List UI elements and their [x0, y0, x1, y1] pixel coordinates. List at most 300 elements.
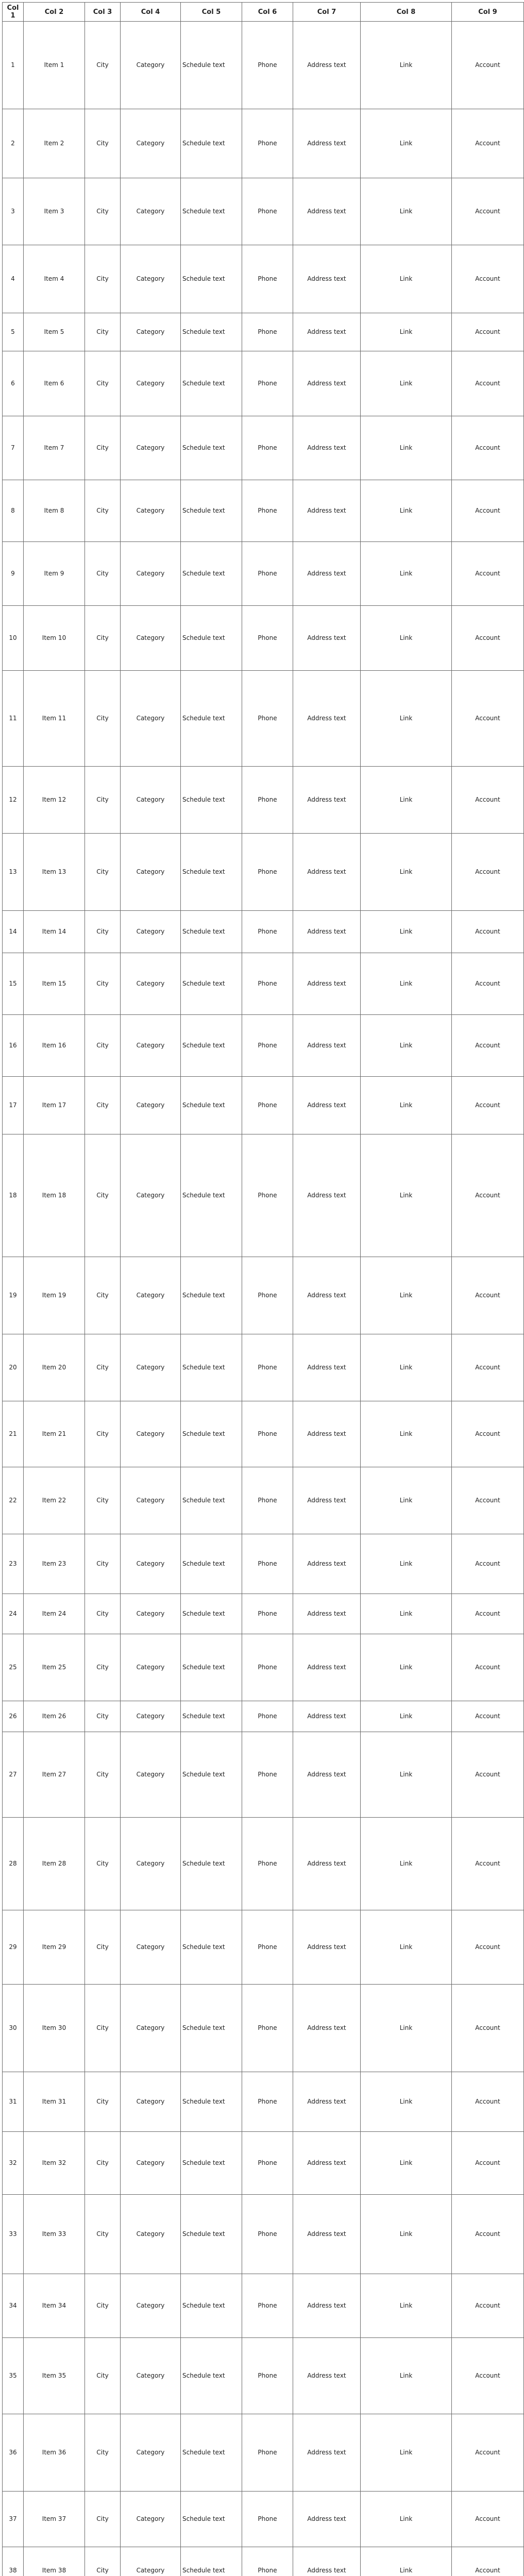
type-cell: Category	[121, 953, 181, 1015]
type-cell: Category	[121, 2274, 181, 2338]
website-cell[interactable]: Link	[361, 1077, 452, 1134]
phone-cell: Phone	[242, 834, 293, 911]
phone-cell: Phone	[242, 1701, 293, 1732]
address-cell: Address text	[293, 1077, 361, 1134]
row-number: 14	[3, 911, 24, 953]
city-cell: City	[85, 1334, 121, 1401]
phone-cell: Phone	[242, 351, 293, 416]
phone-cell: Phone	[242, 1257, 293, 1334]
name-cell: Item 38	[24, 2547, 85, 2576]
city-cell: City	[85, 953, 121, 1015]
address-cell: Address text	[293, 1257, 361, 1334]
address-cell: Address text	[293, 671, 361, 767]
city-cell: City	[85, 1534, 121, 1594]
phone-cell: Phone	[242, 480, 293, 542]
type-cell: Category	[121, 671, 181, 767]
hours-cell: Schedule text	[181, 1015, 242, 1077]
name-cell: Item 6	[24, 351, 85, 416]
hours-cell: Schedule text	[181, 1910, 242, 1985]
table-row	[3, 480, 524, 542]
name-cell: Item 32	[24, 2132, 85, 2195]
phone-cell: Phone	[242, 2547, 293, 2576]
phone-cell: Phone	[242, 1134, 293, 1257]
type-cell: Category	[121, 1732, 181, 1818]
phone-cell: Phone	[242, 911, 293, 953]
phone-cell: Phone	[242, 1077, 293, 1134]
row-number: 34	[3, 2274, 24, 2338]
website-cell[interactable]: Link	[361, 834, 452, 911]
hours-cell: Schedule text	[181, 671, 242, 767]
account-cell: Account	[452, 416, 524, 480]
phone-cell: Phone	[242, 606, 293, 671]
hours-cell: Schedule text	[181, 351, 242, 416]
account-cell: Account	[452, 480, 524, 542]
type-cell: Category	[121, 313, 181, 351]
website-cell[interactable]: Link	[361, 1701, 452, 1732]
row-number: 18	[3, 1134, 24, 1257]
name-cell: Item 25	[24, 1634, 85, 1701]
table-row	[3, 2547, 524, 2576]
name-cell: Item 16	[24, 1015, 85, 1077]
city-cell: City	[85, 2338, 121, 2414]
address-cell: Address text	[293, 313, 361, 351]
row-number: 4	[3, 245, 24, 313]
name-cell: Item 18	[24, 1134, 85, 1257]
name-cell: Item 30	[24, 1985, 85, 2072]
account-cell: Account	[452, 245, 524, 313]
name-cell: Item 11	[24, 671, 85, 767]
directory-sheet	[2, 2, 500, 2576]
account-cell: Account	[452, 606, 524, 671]
city-cell: City	[85, 2132, 121, 2195]
hours-cell: Schedule text	[181, 834, 242, 911]
website-cell[interactable]: Link	[361, 351, 452, 416]
account-cell: Account	[452, 1077, 524, 1134]
row-number: 38	[3, 2547, 24, 2576]
account-cell: Account	[452, 351, 524, 416]
row-number: 37	[3, 2492, 24, 2547]
hours-cell: Schedule text	[181, 1985, 242, 2072]
type-cell: Category	[121, 834, 181, 911]
type-cell: Category	[121, 109, 181, 178]
type-cell: Category	[121, 1634, 181, 1701]
phone-cell: Phone	[242, 2072, 293, 2132]
hours-cell: Schedule text	[181, 1818, 242, 1910]
row-number: 28	[3, 1818, 24, 1910]
website-cell[interactable]: Link	[361, 1985, 452, 2072]
account-cell: Account	[452, 22, 524, 109]
account-cell: Account	[452, 1594, 524, 1634]
address-cell: Address text	[293, 834, 361, 911]
city-cell: City	[85, 671, 121, 767]
row-number: 10	[3, 606, 24, 671]
type-cell: Category	[121, 1077, 181, 1134]
website-cell[interactable]: Link	[361, 1594, 452, 1634]
type-cell: Category	[121, 2072, 181, 2132]
website-cell[interactable]: Link	[361, 416, 452, 480]
name-cell: Item 10	[24, 606, 85, 671]
name-cell: Item 9	[24, 542, 85, 606]
website-cell[interactable]: Link	[361, 2492, 452, 2547]
website-cell[interactable]: Link	[361, 480, 452, 542]
website-cell[interactable]: Link	[361, 1634, 452, 1701]
phone-cell: Phone	[242, 2274, 293, 2338]
phone-cell: Phone	[242, 2132, 293, 2195]
website-cell[interactable]: Link	[361, 1257, 452, 1334]
type-cell: Category	[121, 1015, 181, 1077]
account-cell: Account	[452, 1985, 524, 2072]
row-number: 15	[3, 953, 24, 1015]
address-cell: Address text	[293, 1534, 361, 1594]
phone-cell: Phone	[242, 1818, 293, 1910]
phone-cell: Phone	[242, 953, 293, 1015]
account-cell: Account	[452, 1467, 524, 1534]
table-row	[3, 606, 524, 671]
hours-cell: Schedule text	[181, 22, 242, 109]
hours-cell: Schedule text	[181, 911, 242, 953]
table-row	[3, 2414, 524, 2492]
table-row	[3, 313, 524, 351]
col-header-4: Col 4	[121, 3, 181, 22]
type-cell: Category	[121, 1134, 181, 1257]
hours-cell: Schedule text	[181, 1701, 242, 1732]
address-cell: Address text	[293, 2274, 361, 2338]
type-cell: Category	[121, 542, 181, 606]
phone-cell: Phone	[242, 22, 293, 109]
account-cell: Account	[452, 1401, 524, 1467]
hours-cell: Schedule text	[181, 606, 242, 671]
name-cell: Item 8	[24, 480, 85, 542]
row-number: 30	[3, 1985, 24, 2072]
table-row	[3, 2195, 524, 2274]
name-cell: Item 31	[24, 2072, 85, 2132]
hours-cell: Schedule text	[181, 2274, 242, 2338]
city-cell: City	[85, 1818, 121, 1910]
city-cell: City	[85, 109, 121, 178]
hours-cell: Schedule text	[181, 542, 242, 606]
city-cell: City	[85, 1401, 121, 1467]
table-row	[3, 2072, 524, 2132]
type-cell: Category	[121, 1910, 181, 1985]
hours-cell: Schedule text	[181, 313, 242, 351]
website-cell[interactable]: Link	[361, 2132, 452, 2195]
hours-cell: Schedule text	[181, 109, 242, 178]
phone-cell: Phone	[242, 767, 293, 834]
table-row	[3, 1134, 524, 1257]
account-cell: Account	[452, 1257, 524, 1334]
city-cell: City	[85, 2414, 121, 2492]
name-cell: Item 23	[24, 1534, 85, 1594]
website-cell[interactable]: Link	[361, 1818, 452, 1910]
address-cell: Address text	[293, 178, 361, 245]
hours-cell: Schedule text	[181, 2072, 242, 2132]
hours-cell: Schedule text	[181, 2547, 242, 2576]
row-number: 19	[3, 1257, 24, 1334]
type-cell: Category	[121, 767, 181, 834]
city-cell: City	[85, 1985, 121, 2072]
table-row	[3, 1401, 524, 1467]
name-cell: Item 37	[24, 2492, 85, 2547]
table-body	[3, 22, 524, 2576]
address-cell: Address text	[293, 1818, 361, 1910]
website-cell[interactable]: Link	[361, 245, 452, 313]
website-cell[interactable]: Link	[361, 178, 452, 245]
city-cell: City	[85, 1134, 121, 1257]
table-row	[3, 953, 524, 1015]
name-cell: Item 19	[24, 1257, 85, 1334]
col-header-1: Col 1	[3, 3, 24, 22]
address-cell: Address text	[293, 2492, 361, 2547]
hours-cell: Schedule text	[181, 245, 242, 313]
website-cell[interactable]: Link	[361, 911, 452, 953]
table-row	[3, 1534, 524, 1594]
website-cell[interactable]: Link	[361, 953, 452, 1015]
name-cell: Item 20	[24, 1334, 85, 1401]
city-cell: City	[85, 178, 121, 245]
address-cell: Address text	[293, 480, 361, 542]
type-cell: Category	[121, 2492, 181, 2547]
type-cell: Category	[121, 1334, 181, 1401]
name-cell: Item 15	[24, 953, 85, 1015]
table-header-row	[3, 3, 524, 22]
city-cell: City	[85, 1732, 121, 1818]
address-cell: Address text	[293, 109, 361, 178]
website-cell[interactable]: Link	[361, 2072, 452, 2132]
account-cell: Account	[452, 2414, 524, 2492]
phone-cell: Phone	[242, 1594, 293, 1634]
website-cell[interactable]: Link	[361, 1334, 452, 1401]
hours-cell: Schedule text	[181, 1634, 242, 1701]
table-row	[3, 1257, 524, 1334]
account-cell: Account	[452, 313, 524, 351]
account-cell: Account	[452, 178, 524, 245]
row-number: 24	[3, 1594, 24, 1634]
type-cell: Category	[121, 2338, 181, 2414]
name-cell: Item 5	[24, 313, 85, 351]
table-row	[3, 1910, 524, 1985]
type-cell: Category	[121, 1701, 181, 1732]
hours-cell: Schedule text	[181, 2338, 242, 2414]
account-cell: Account	[452, 1701, 524, 1732]
account-cell: Account	[452, 2492, 524, 2547]
phone-cell: Phone	[242, 178, 293, 245]
type-cell: Category	[121, 1401, 181, 1467]
website-cell[interactable]: Link	[361, 313, 452, 351]
hours-cell: Schedule text	[181, 1594, 242, 1634]
phone-cell: Phone	[242, 1910, 293, 1985]
address-cell: Address text	[293, 1015, 361, 1077]
account-cell: Account	[452, 911, 524, 953]
city-cell: City	[85, 1701, 121, 1732]
website-cell[interactable]: Link	[361, 1015, 452, 1077]
website-cell[interactable]: Link	[361, 22, 452, 109]
address-cell: Address text	[293, 22, 361, 109]
city-cell: City	[85, 416, 121, 480]
name-cell: Item 3	[24, 178, 85, 245]
website-cell[interactable]: Link	[361, 1467, 452, 1534]
account-cell: Account	[452, 1534, 524, 1594]
row-number: 22	[3, 1467, 24, 1534]
row-number: 11	[3, 671, 24, 767]
address-cell: Address text	[293, 767, 361, 834]
table-row	[3, 834, 524, 911]
table-row	[3, 1015, 524, 1077]
type-cell: Category	[121, 2132, 181, 2195]
row-number: 12	[3, 767, 24, 834]
city-cell: City	[85, 2274, 121, 2338]
row-number: 13	[3, 834, 24, 911]
type-cell: Category	[121, 2547, 181, 2576]
name-cell: Item 26	[24, 1701, 85, 1732]
website-cell[interactable]: Link	[361, 109, 452, 178]
type-cell: Category	[121, 178, 181, 245]
website-cell[interactable]: Link	[361, 1534, 452, 1594]
row-number: 36	[3, 2414, 24, 2492]
hours-cell: Schedule text	[181, 1134, 242, 1257]
row-number: 5	[3, 313, 24, 351]
col-header-5: Col 5	[181, 3, 242, 22]
type-cell: Category	[121, 22, 181, 109]
phone-cell: Phone	[242, 1985, 293, 2072]
city-cell: City	[85, 1077, 121, 1134]
table-row	[3, 1594, 524, 1634]
city-cell: City	[85, 606, 121, 671]
row-number: 29	[3, 1910, 24, 1985]
website-cell[interactable]: Link	[361, 2274, 452, 2338]
account-cell: Account	[452, 2195, 524, 2274]
phone-cell: Phone	[242, 416, 293, 480]
col-header-9: Col 9	[452, 3, 524, 22]
hours-cell: Schedule text	[181, 767, 242, 834]
website-cell[interactable]: Link	[361, 1732, 452, 1818]
type-cell: Category	[121, 1534, 181, 1594]
address-cell: Address text	[293, 1701, 361, 1732]
name-cell: Item 22	[24, 1467, 85, 1534]
hours-cell: Schedule text	[181, 1257, 242, 1334]
row-number: 33	[3, 2195, 24, 2274]
name-cell: Item 7	[24, 416, 85, 480]
account-cell: Account	[452, 953, 524, 1015]
account-cell: Account	[452, 1732, 524, 1818]
address-cell: Address text	[293, 2547, 361, 2576]
name-cell: Item 24	[24, 1594, 85, 1634]
address-cell: Address text	[293, 1401, 361, 1467]
hours-cell: Schedule text	[181, 1077, 242, 1134]
name-cell: Item 2	[24, 109, 85, 178]
website-cell[interactable]: Link	[361, 542, 452, 606]
row-number: 6	[3, 351, 24, 416]
website-cell[interactable]: Link	[361, 671, 452, 767]
name-cell: Item 28	[24, 1818, 85, 1910]
website-cell[interactable]: Link	[361, 2547, 452, 2576]
hours-cell: Schedule text	[181, 1401, 242, 1467]
city-cell: City	[85, 480, 121, 542]
website-cell[interactable]: Link	[361, 767, 452, 834]
table-row	[3, 911, 524, 953]
row-number: 31	[3, 2072, 24, 2132]
table-row	[3, 1467, 524, 1534]
name-cell: Item 29	[24, 1910, 85, 1985]
website-cell[interactable]: Link	[361, 1910, 452, 1985]
name-cell: Item 13	[24, 834, 85, 911]
website-cell[interactable]: Link	[361, 2414, 452, 2492]
row-number: 25	[3, 1634, 24, 1701]
city-cell: City	[85, 1015, 121, 1077]
row-number: 20	[3, 1334, 24, 1401]
row-number: 1	[3, 22, 24, 109]
website-cell[interactable]: Link	[361, 606, 452, 671]
name-cell: Item 12	[24, 767, 85, 834]
address-cell: Address text	[293, 542, 361, 606]
type-cell: Category	[121, 245, 181, 313]
table-row	[3, 2274, 524, 2338]
phone-cell: Phone	[242, 671, 293, 767]
phone-cell: Phone	[242, 1467, 293, 1534]
table-row	[3, 2132, 524, 2195]
table-row	[3, 178, 524, 245]
account-cell: Account	[452, 1334, 524, 1401]
row-number: 2	[3, 109, 24, 178]
phone-cell: Phone	[242, 1732, 293, 1818]
account-cell: Account	[452, 1134, 524, 1257]
row-number: 32	[3, 2132, 24, 2195]
website-cell[interactable]: Link	[361, 1134, 452, 1257]
phone-cell: Phone	[242, 1534, 293, 1594]
phone-cell: Phone	[242, 109, 293, 178]
address-cell: Address text	[293, 1134, 361, 1257]
address-cell: Address text	[293, 911, 361, 953]
city-cell: City	[85, 313, 121, 351]
col-header-6: Col 6	[242, 3, 293, 22]
city-cell: City	[85, 911, 121, 953]
hours-cell: Schedule text	[181, 1334, 242, 1401]
website-cell[interactable]: Link	[361, 2338, 452, 2414]
phone-cell: Phone	[242, 1634, 293, 1701]
phone-cell: Phone	[242, 313, 293, 351]
table-row	[3, 1701, 524, 1732]
city-cell: City	[85, 834, 121, 911]
table-row	[3, 245, 524, 313]
hours-cell: Schedule text	[181, 1467, 242, 1534]
phone-cell: Phone	[242, 1015, 293, 1077]
table-row	[3, 351, 524, 416]
account-cell: Account	[452, 671, 524, 767]
website-cell[interactable]: Link	[361, 2195, 452, 2274]
account-cell: Account	[452, 1910, 524, 1985]
account-cell: Account	[452, 2132, 524, 2195]
row-number: 3	[3, 178, 24, 245]
row-number: 27	[3, 1732, 24, 1818]
address-cell: Address text	[293, 1594, 361, 1634]
col-header-2: Col 2	[24, 3, 85, 22]
address-cell: Address text	[293, 2195, 361, 2274]
type-cell: Category	[121, 480, 181, 542]
phone-cell: Phone	[242, 1401, 293, 1467]
name-cell: Item 14	[24, 911, 85, 953]
account-cell: Account	[452, 2274, 524, 2338]
address-cell: Address text	[293, 245, 361, 313]
website-cell[interactable]: Link	[361, 1401, 452, 1467]
hours-cell: Schedule text	[181, 416, 242, 480]
phone-cell: Phone	[242, 245, 293, 313]
hours-cell: Schedule text	[181, 1732, 242, 1818]
address-cell: Address text	[293, 2072, 361, 2132]
hours-cell: Schedule text	[181, 953, 242, 1015]
table-row	[3, 767, 524, 834]
city-cell: City	[85, 1257, 121, 1334]
city-cell: City	[85, 351, 121, 416]
phone-cell: Phone	[242, 1334, 293, 1401]
